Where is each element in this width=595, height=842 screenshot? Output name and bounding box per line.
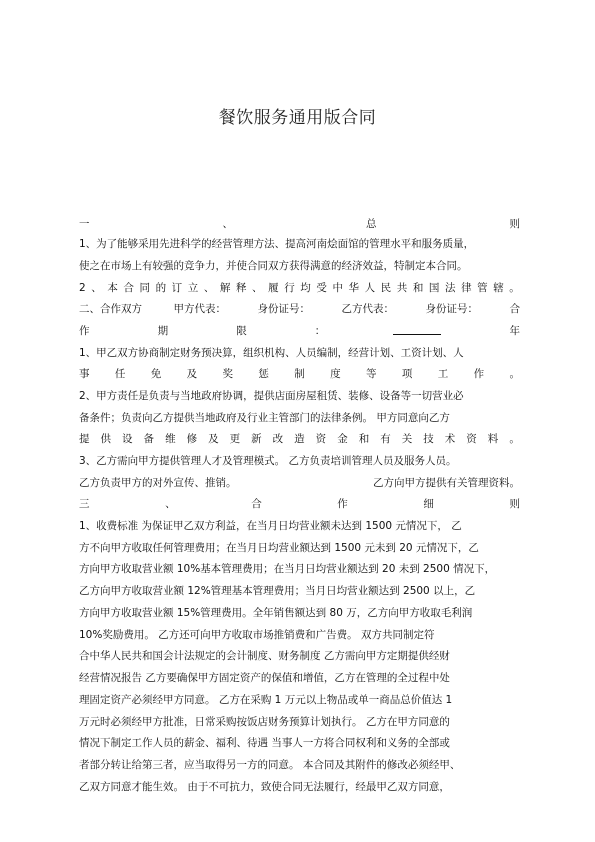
text-char: 法	[444, 282, 456, 294]
heading-char: 总	[366, 218, 377, 230]
paragraph-line: 方向甲方收取营业额 10%基本管理费用；在当月日均营业额达到 20 未到 2500 情况下，	[79, 563, 496, 575]
term-char: 期	[157, 325, 169, 337]
paragraph-line: 方不向甲方收取任何管理费用；在当月日均营业额达到 1500 元未到 20 元情况下，乙	[79, 542, 479, 554]
text-char: 华	[348, 282, 360, 294]
text-char: 免	[150, 368, 162, 380]
text-char: 。	[509, 368, 520, 380]
continuation-char: 合	[509, 303, 520, 315]
paragraph-line: 方向甲方收取营业额 15%管理费用。全年销售额达到 80 万，乙方向甲方收取毛利润	[79, 607, 473, 619]
text-char: 受	[316, 282, 327, 294]
party-b-id-label: 身份证号：	[425, 303, 478, 315]
party-a-rep-label: 甲方代表：	[173, 303, 226, 315]
text-char: 、	[203, 282, 215, 294]
text-char: 等	[366, 368, 377, 380]
text-char: 。	[509, 433, 520, 445]
text-char: 共	[396, 282, 408, 294]
parties-line	[79, 298, 520, 320]
paragraph-line: 理固定资产必须经甲方同意。 乙方在采购 1 万元以上物品或单一商品总价值达 1	[79, 694, 453, 706]
term-line	[79, 320, 520, 342]
text-char: 、	[165, 498, 176, 510]
paragraph-line: 1、收费标准 为保证甲乙双方利益，在当月日均营业额未达到 1500 元情况下， 乙	[79, 520, 462, 532]
text-char: 及	[208, 433, 219, 445]
text-char: 料	[487, 433, 499, 445]
text-char: 人	[364, 282, 376, 294]
parties-label: 二、合作双方	[79, 303, 142, 315]
term-char: 限	[236, 325, 247, 337]
text-char: 制	[294, 368, 305, 380]
paragraph-line: 1、甲乙双方协商制定财务预决算，组织机构、人员编制，经营计划、工资计划、人	[79, 347, 464, 359]
text-char: 有	[380, 433, 391, 445]
paragraph-line-justified	[79, 363, 520, 385]
text-char: 均	[300, 282, 311, 294]
text-char: 释	[235, 282, 247, 294]
term-blank	[393, 320, 441, 335]
text-char: 术	[444, 433, 456, 445]
text-char: 更	[229, 433, 241, 445]
text-char: 造	[294, 433, 305, 445]
text-char: 奖	[222, 368, 233, 380]
text-char: 和	[358, 433, 370, 445]
paragraph-line: 3、乙方需向甲方提供管理人才及管理模式。 乙方负责培训管理人员及服务人员。	[79, 455, 457, 467]
text-char: 关	[401, 433, 413, 445]
paragraph-line: 10%奖励费用。 乙方还可向甲方收取市场推销费和广告费。 双方共同制定符	[79, 629, 435, 641]
text-char: 金	[337, 433, 348, 445]
text-char: 三	[79, 498, 90, 510]
text-char: 履	[268, 282, 279, 294]
text-char: 订	[171, 282, 183, 294]
text-char: 资	[315, 433, 327, 445]
text-char: 律	[461, 282, 472, 294]
text-char: 项	[401, 368, 413, 380]
text-char: 。	[509, 282, 520, 294]
text-char: 资	[466, 433, 477, 445]
text-char: 、	[91, 282, 102, 294]
text-char: 改	[272, 433, 284, 445]
text-char: 维	[165, 433, 176, 445]
paragraph-line: 2、甲方责任是负责与当地政府协调，提供店面房屋租赁、装修、设备等一切营业必	[79, 390, 464, 402]
text-char: 惩	[258, 368, 269, 380]
party-a-id-label: 身份证号：	[257, 303, 310, 315]
text-char: 作	[337, 498, 348, 510]
paragraph-line: 乙方向甲方收取营业额 12%管理基本管理费用；当月日均营业额达到 2500 以上，乙	[79, 585, 476, 597]
text-segment: 乙方负责甲方的对外宣传、推销。	[79, 477, 237, 489]
text-char: 合	[251, 498, 262, 510]
text-char: 同	[139, 282, 150, 294]
text-segment: 乙方向甲方提供有关管理资料。	[373, 477, 520, 489]
paragraph-line-justified	[79, 277, 520, 299]
text-char: 2	[79, 282, 86, 294]
paragraph-line: 乙双方同意才能生效。 由于不可抗力，致使合同无法履行，经最甲乙双方同意，	[79, 781, 450, 793]
text-char: 作	[473, 368, 485, 380]
paragraph-line: 经营情况报告 乙方要确保甲方固定资产的保值和增值，乙方在管理的全过程中处	[79, 672, 450, 684]
text-char: 辖	[493, 282, 504, 294]
text-char: 本	[107, 282, 118, 294]
text-char: 立	[187, 282, 199, 294]
term-char: 年	[509, 325, 520, 337]
text-char: 及	[186, 368, 198, 380]
text-char: 细	[423, 498, 434, 510]
text-char: 民	[380, 282, 392, 294]
term-char: ：	[314, 325, 326, 337]
paragraph-line-justified	[79, 428, 520, 450]
text-char: 度	[330, 368, 341, 380]
paragraph-line: 者部分转让给第三者，应当取得另一方的同意。 本合同及其附件的修改必须经甲、	[79, 759, 461, 771]
heading-char: 、	[222, 218, 233, 230]
text-char: 中	[332, 282, 343, 294]
text-char: 行	[284, 282, 295, 294]
document-title: 餐饮服务通用版合同	[218, 108, 377, 128]
text-char: 国	[428, 282, 440, 294]
paragraph-line: 使之在市场上有较强的竞争力，并使合同双方获得满意的经济效益，特制定本合同。	[79, 260, 468, 272]
party-b-rep-label: 乙方代表：	[341, 303, 394, 315]
text-char: 事	[79, 368, 90, 380]
term-char: 作	[79, 325, 90, 337]
text-char: 的	[155, 282, 167, 294]
paragraph-line: 合中华人民共和国会计法规定的会计制度、财务制度 乙方需向甲方定期提供经财	[79, 650, 450, 662]
text-char: 合	[123, 282, 134, 294]
text-char: 工	[437, 368, 449, 380]
paragraph-line: 1、为了能够采用先进科学的经营管理方法、提高河南烩面馆的管理水平和服务质量，	[79, 238, 475, 250]
text-char: 新	[251, 433, 262, 445]
text-char: 和	[412, 282, 424, 294]
text-char: 解	[219, 282, 231, 294]
text-char: 备	[143, 433, 155, 445]
text-char: 则	[509, 498, 520, 510]
text-char: 技	[423, 433, 434, 445]
paragraph-line	[79, 472, 520, 494]
heading-char: 则	[509, 218, 520, 230]
heading-char: 一	[79, 218, 90, 230]
paragraph-line: 备条件；负责向乙方提供当地政府及行业主管部门的法律条例。 甲方同意向乙方	[79, 412, 450, 424]
text-char: 设	[122, 433, 133, 445]
text-char: 修	[186, 433, 198, 445]
text-char: 提	[79, 433, 90, 445]
paragraph-line: 情况下制定工作人员的薪金、福利、待遇 当事人一方将合同权利和义务的全部或	[79, 737, 450, 749]
text-char: 管	[477, 282, 488, 294]
text-char: 、	[252, 282, 263, 294]
section-heading-general	[79, 213, 520, 235]
section-heading-details	[79, 493, 520, 515]
paragraph-line: 万元时必须经甲方批准，日常采购按饭店财务预算计划执行。 乙方在甲方同意的	[79, 716, 450, 728]
text-char: 任	[114, 368, 126, 380]
text-char: 供	[100, 433, 112, 445]
